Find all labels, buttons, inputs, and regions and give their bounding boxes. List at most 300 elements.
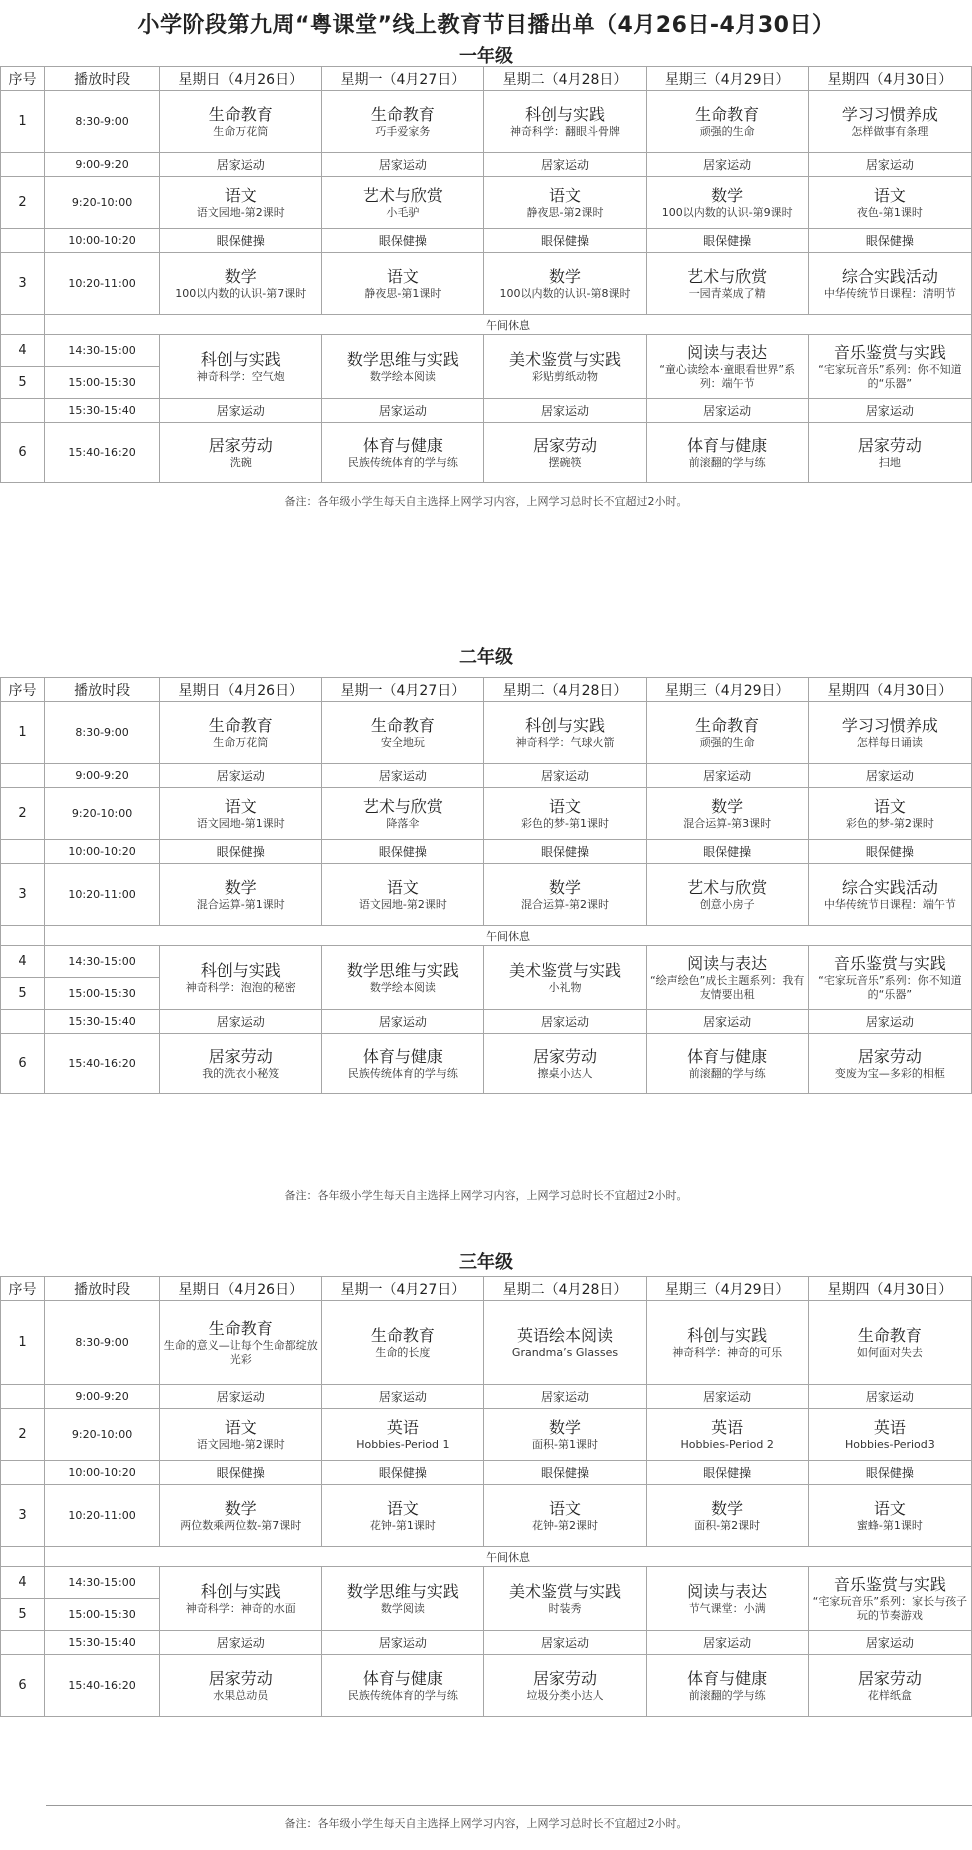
column-header: 星期三（4月29日） xyxy=(646,1277,808,1301)
seq-cell xyxy=(1,399,45,423)
column-header: 星期一（4月27日） xyxy=(322,67,484,91)
subject-name: 生命教育 xyxy=(695,104,760,124)
lesson-topic: 安全地玩 xyxy=(380,735,425,749)
subject-name: 居家劳动 xyxy=(857,1668,922,1688)
period-number: 3 xyxy=(1,864,45,926)
subject-name: 阅读与表达 xyxy=(687,1581,768,1601)
lesson-topic: 如何面对失去 xyxy=(856,1345,923,1359)
subject-name: 阅读与表达 xyxy=(687,953,768,973)
subject-name: 阅读与表达 xyxy=(687,342,768,362)
lesson-topic: Grandma’s Glasses xyxy=(511,1345,619,1359)
class-cell xyxy=(808,91,971,153)
seq-cell xyxy=(1,315,45,335)
subject-name: 数学 xyxy=(224,877,257,897)
class-cell xyxy=(160,1567,322,1631)
time-slot: 15:00-15:30 xyxy=(45,1599,160,1631)
class-cell xyxy=(160,1301,322,1385)
class-cell xyxy=(322,253,484,315)
subject-name: 体育与健康 xyxy=(687,1046,768,1066)
class-cell xyxy=(160,702,322,764)
class-cell xyxy=(484,1034,646,1094)
class-cell xyxy=(646,1034,808,1094)
lesson-topic: 民族传统体育的学与练 xyxy=(347,1066,458,1080)
class-cell xyxy=(808,1409,971,1461)
period-row xyxy=(1,1655,972,1717)
class-cell xyxy=(160,1485,322,1547)
lunch-row xyxy=(1,315,972,335)
time-slot: 9:00-9:20 xyxy=(45,764,160,788)
subject-name: 数学 xyxy=(224,266,257,286)
lesson-topic: 花钟-第1课时 xyxy=(369,1518,436,1532)
activity-cell: 居家运动 xyxy=(484,1385,646,1409)
column-header: 播放时段 xyxy=(45,678,160,702)
period-number: 2 xyxy=(1,1409,45,1461)
class-cell xyxy=(160,253,322,315)
break-row xyxy=(1,1385,972,1409)
lunch-row xyxy=(1,926,972,946)
seq-cell xyxy=(1,926,45,946)
page-title: 小学阶段第九周“粤课堂”线上教育节目播出单（4月26日-4月30日） xyxy=(137,13,835,38)
subject-name: 居家劳动 xyxy=(857,435,922,455)
lesson-topic: 小毛驴 xyxy=(386,205,420,219)
class-cell xyxy=(160,788,322,840)
note-text: 备注：各年级小学生每天自主选择上网学习内容，上网学习总时长不宜超过2小时。 xyxy=(284,495,688,508)
column-header: 序号 xyxy=(1,1277,45,1301)
class-cell xyxy=(160,1034,322,1094)
class-cell xyxy=(322,788,484,840)
activity-cell: 眼保健操 xyxy=(646,229,808,253)
time-slot: 15:40-16:20 xyxy=(45,1655,160,1717)
class-cell xyxy=(646,1409,808,1461)
class-cell xyxy=(808,1485,971,1547)
activity-cell: 居家运动 xyxy=(160,153,322,177)
class-cell xyxy=(808,335,971,399)
time-slot: 14:30-15:00 xyxy=(45,946,160,978)
class-cell xyxy=(322,702,484,764)
seq-cell xyxy=(1,840,45,864)
activity-cell: 居家运动 xyxy=(646,764,808,788)
time-slot: 10:00-10:20 xyxy=(45,840,160,864)
activity-cell: 居家运动 xyxy=(322,153,484,177)
column-header: 播放时段 xyxy=(45,1277,160,1301)
lesson-topic: 静夜思-第1课时 xyxy=(364,286,442,300)
period-number: 6 xyxy=(1,423,45,483)
subject-name: 艺术与欣赏 xyxy=(362,185,443,205)
class-cell xyxy=(160,1655,322,1717)
lesson-topic: 神奇科学：泡泡的秘密 xyxy=(185,980,296,994)
period-number: 3 xyxy=(1,253,45,315)
lesson-topic: 花样纸盒 xyxy=(867,1688,912,1702)
activity-cell: 眼保健操 xyxy=(322,1461,484,1485)
subject-name: 居家劳动 xyxy=(533,1046,598,1066)
class-cell xyxy=(646,1301,808,1385)
subject-name: 综合实践活动 xyxy=(841,877,938,897)
class-cell xyxy=(646,1485,808,1547)
activity-cell: 居家运动 xyxy=(160,1631,322,1655)
subject-name: 语文 xyxy=(224,185,257,205)
period-row xyxy=(1,1034,972,1094)
time-slot: 9:20-10:00 xyxy=(45,788,160,840)
lesson-topic: 面积-第2课时 xyxy=(694,1518,761,1532)
class-cell xyxy=(484,1301,646,1385)
seq-cell xyxy=(1,153,45,177)
period-number: 2 xyxy=(1,177,45,229)
subject-name: 数学思维与实践 xyxy=(346,960,459,980)
subject-name: 科创与实践 xyxy=(200,349,281,369)
subject-name: 科创与实践 xyxy=(200,1581,281,1601)
subject-name: 体育与健康 xyxy=(687,1668,768,1688)
class-cell xyxy=(322,1301,484,1385)
subject-name: 美术鉴赏与实践 xyxy=(509,1581,622,1601)
subject-name: 美术鉴赏与实践 xyxy=(509,349,622,369)
lesson-topic: 语文园地-第2课时 xyxy=(358,897,447,911)
grade-heading: 二年级 xyxy=(459,647,513,668)
lesson-topic: 两位数乘两位数-第7课时 xyxy=(180,1518,302,1532)
column-header: 星期日（4月26日） xyxy=(160,678,322,702)
lesson-topic: 生命万花筒 xyxy=(213,124,269,138)
subject-name: 数学思维与实践 xyxy=(346,1581,459,1601)
activity-cell: 居家运动 xyxy=(484,1631,646,1655)
activity-cell: 居家运动 xyxy=(160,399,322,423)
subject-name: 语文 xyxy=(873,185,906,205)
class-cell xyxy=(484,1409,646,1461)
lesson-topic: 混合运算-第3课时 xyxy=(683,816,772,830)
activity-cell: 眼保健操 xyxy=(160,840,322,864)
class-cell xyxy=(808,864,971,926)
time-slot: 9:00-9:20 xyxy=(45,153,160,177)
activity-cell: 眼保健操 xyxy=(322,840,484,864)
subject-name: 体育与健康 xyxy=(687,435,768,455)
lesson-topic: 前滚翻的学与练 xyxy=(688,1688,766,1702)
class-cell xyxy=(646,177,808,229)
subject-name: 语文 xyxy=(873,1498,906,1518)
lesson-topic: 生命的长度 xyxy=(375,1345,431,1359)
lesson-topic: 中华传统节日课程：清明节 xyxy=(823,286,956,300)
subject-name: 语文 xyxy=(549,1498,582,1518)
time-slot: 15:00-15:30 xyxy=(45,978,160,1010)
subject-name: 科创与实践 xyxy=(525,104,606,124)
lesson-topic: 混合运算-第1课时 xyxy=(196,897,285,911)
activity-cell: 居家运动 xyxy=(808,1010,971,1034)
column-header: 星期日（4月26日） xyxy=(160,1277,322,1301)
lunch-break: 午间休息 xyxy=(45,926,972,946)
period-row xyxy=(1,864,972,926)
activity-cell: 居家运动 xyxy=(808,153,971,177)
class-cell xyxy=(646,788,808,840)
subject-name: 音乐鉴赏与实践 xyxy=(833,953,946,973)
lesson-topic: 前滚翻的学与练 xyxy=(688,455,766,469)
column-header: 星期三（4月29日） xyxy=(646,67,808,91)
period-number: 1 xyxy=(1,91,45,153)
lesson-topic: 神奇科学：神奇的可乐 xyxy=(672,1345,783,1359)
period-number: 4 xyxy=(1,946,45,978)
time-slot: 9:20-10:00 xyxy=(45,1409,160,1461)
time-slot: 14:30-15:00 xyxy=(45,1567,160,1599)
lesson-topic: 变废为宝—多彩的相框 xyxy=(834,1066,945,1080)
period-number: 1 xyxy=(1,1301,45,1385)
column-header: 星期二（4月28日） xyxy=(484,67,646,91)
activity-cell: 居家运动 xyxy=(808,1631,971,1655)
class-cell xyxy=(808,1034,971,1094)
period-row xyxy=(1,91,972,153)
class-cell xyxy=(808,702,971,764)
break-row xyxy=(1,1461,972,1485)
class-cell xyxy=(484,702,646,764)
time-slot: 10:20-11:00 xyxy=(45,864,160,926)
lesson-topic: 神奇科学：气球火箭 xyxy=(515,735,615,749)
class-cell xyxy=(484,946,646,1010)
time-slot: 8:30-9:00 xyxy=(45,702,160,764)
period-row xyxy=(1,177,972,229)
lesson-topic: Hobbies-Period 2 xyxy=(680,1437,774,1451)
time-slot: 15:30-15:40 xyxy=(45,1631,160,1655)
time-slot: 10:20-11:00 xyxy=(45,253,160,315)
activity-cell: 眼保健操 xyxy=(808,229,971,253)
subject-name: 音乐鉴赏与实践 xyxy=(833,1574,946,1594)
class-cell xyxy=(160,1409,322,1461)
break-row xyxy=(1,840,972,864)
column-header: 星期二（4月28日） xyxy=(484,678,646,702)
lesson-topic: 100以内数的认识-第9课时 xyxy=(661,205,793,219)
subject-name: 居家劳动 xyxy=(208,435,273,455)
period-number: 5 xyxy=(1,978,45,1010)
activity-cell: 居家运动 xyxy=(646,1010,808,1034)
subject-name: 语文 xyxy=(873,796,906,816)
class-cell xyxy=(808,1567,971,1631)
class-cell xyxy=(160,91,322,153)
lesson-topic: 擦桌小达人 xyxy=(537,1066,593,1080)
lesson-topic: “绘声绘色”成长主题系列：我有友情要出租 xyxy=(649,973,805,1001)
period-row xyxy=(1,335,972,367)
lesson-topic: “童心读绘本·童眼看世界”系列：端午节 xyxy=(659,362,796,390)
period-row xyxy=(1,788,972,840)
seq-cell xyxy=(1,1547,45,1567)
subject-name: 语文 xyxy=(386,877,419,897)
seq-cell xyxy=(1,1010,45,1034)
class-cell xyxy=(484,788,646,840)
activity-cell: 居家运动 xyxy=(322,1010,484,1034)
class-cell xyxy=(808,423,971,483)
subject-name: 居家劳动 xyxy=(208,1046,273,1066)
lesson-topic: 民族传统体育的学与练 xyxy=(347,455,458,469)
subject-name: 语文 xyxy=(386,1498,419,1518)
class-cell xyxy=(322,335,484,399)
class-cell xyxy=(646,1567,808,1631)
activity-cell: 眼保健操 xyxy=(160,229,322,253)
subject-name: 英语 xyxy=(386,1417,419,1437)
class-cell xyxy=(160,864,322,926)
subject-name: 生命教育 xyxy=(370,104,435,124)
time-slot: 15:30-15:40 xyxy=(45,1010,160,1034)
class-cell xyxy=(808,788,971,840)
class-cell xyxy=(160,177,322,229)
class-cell xyxy=(646,91,808,153)
header-row xyxy=(1,67,972,91)
subject-name: 生命教育 xyxy=(370,715,435,735)
subject-name: 艺术与欣赏 xyxy=(362,796,443,816)
lesson-topic: “宅家玩音乐”系列：家长与孩子玩的节奏游戏 xyxy=(812,1594,968,1622)
period-number: 6 xyxy=(1,1655,45,1717)
class-cell xyxy=(808,1301,971,1385)
subject-name: 科创与实践 xyxy=(200,960,281,980)
lesson-topic: 数学绘本阅读 xyxy=(369,369,436,383)
period-row xyxy=(1,1485,972,1547)
activity-cell: 眼保健操 xyxy=(322,229,484,253)
subject-name: 生命教育 xyxy=(208,715,273,735)
subject-name: 美术鉴赏与实践 xyxy=(509,960,622,980)
seq-cell xyxy=(1,229,45,253)
activity-cell: 居家运动 xyxy=(808,764,971,788)
subject-name: 学习习惯养成 xyxy=(841,104,938,124)
class-cell xyxy=(646,423,808,483)
class-cell xyxy=(484,177,646,229)
column-header: 星期二（4月28日） xyxy=(484,1277,646,1301)
lesson-topic: 洗碗 xyxy=(229,455,252,469)
class-cell xyxy=(484,91,646,153)
lesson-topic: 巧手爱家务 xyxy=(375,124,431,138)
note-divider xyxy=(46,1805,972,1806)
subject-name: 艺术与欣赏 xyxy=(687,266,768,286)
lesson-topic: 怎样每日诵读 xyxy=(856,735,923,749)
lesson-topic: 降落伞 xyxy=(386,816,420,830)
class-cell xyxy=(322,423,484,483)
lesson-topic: 水果总动员 xyxy=(213,1688,269,1702)
schedule-table xyxy=(0,1276,972,1717)
lesson-topic: 民族传统体育的学与练 xyxy=(347,1688,458,1702)
lesson-topic: 面积-第1课时 xyxy=(532,1437,599,1451)
time-slot: 15:30-15:40 xyxy=(45,399,160,423)
time-slot: 15:40-16:20 xyxy=(45,423,160,483)
class-cell xyxy=(646,864,808,926)
period-number: 5 xyxy=(1,367,45,399)
column-header: 星期一（4月27日） xyxy=(322,678,484,702)
lesson-topic: Hobbies-Period3 xyxy=(844,1437,935,1451)
subject-name: 英语 xyxy=(711,1417,744,1437)
lesson-topic: 垃圾分类小达人 xyxy=(526,1688,604,1702)
class-cell xyxy=(160,335,322,399)
time-slot: 9:20-10:00 xyxy=(45,177,160,229)
time-slot: 15:40-16:20 xyxy=(45,1034,160,1094)
class-cell xyxy=(646,335,808,399)
break-row xyxy=(1,764,972,788)
lesson-topic: 花钟-第2课时 xyxy=(532,1518,599,1532)
activity-cell: 居家运动 xyxy=(160,1010,322,1034)
class-cell xyxy=(808,253,971,315)
activity-cell: 居家运动 xyxy=(646,153,808,177)
class-cell xyxy=(646,1655,808,1717)
time-slot: 15:00-15:30 xyxy=(45,367,160,399)
lesson-topic: 生命万花筒 xyxy=(213,735,269,749)
subject-name: 数学 xyxy=(549,1417,582,1437)
activity-cell: 居家运动 xyxy=(646,1385,808,1409)
lesson-topic: Hobbies-Period 1 xyxy=(356,1437,450,1451)
break-row xyxy=(1,153,972,177)
activity-cell: 眼保健操 xyxy=(808,840,971,864)
time-slot: 10:20-11:00 xyxy=(45,1485,160,1547)
lesson-topic: 时装秀 xyxy=(548,1601,582,1615)
note-text: 备注：各年级小学生每天自主选择上网学习内容，上网学习总时长不宜超过2小时。 xyxy=(284,1817,688,1830)
lesson-topic: 扫地 xyxy=(878,455,901,469)
time-slot: 10:00-10:20 xyxy=(45,1461,160,1485)
subject-name: 语文 xyxy=(386,266,419,286)
class-cell xyxy=(160,423,322,483)
schedule-table xyxy=(0,677,972,1094)
lesson-topic: 数学阅读 xyxy=(380,1601,425,1615)
lesson-topic: 节气课堂：小满 xyxy=(688,1601,766,1615)
period-number: 5 xyxy=(1,1599,45,1631)
subject-name: 科创与实践 xyxy=(687,1325,768,1345)
activity-cell: 居家运动 xyxy=(484,764,646,788)
period-number: 4 xyxy=(1,1567,45,1599)
lesson-topic: 彩贴剪纸动物 xyxy=(532,369,599,383)
lesson-topic: 顽强的生命 xyxy=(699,735,755,749)
break-row xyxy=(1,399,972,423)
lesson-topic: 神奇科学：空气炮 xyxy=(196,369,285,383)
class-cell xyxy=(484,335,646,399)
class-cell xyxy=(484,1655,646,1717)
header-row xyxy=(1,678,972,702)
period-number: 1 xyxy=(1,702,45,764)
lesson-topic: 生命的意义—让每个生命都绽放光彩 xyxy=(163,1338,318,1366)
time-slot: 14:30-15:00 xyxy=(45,335,160,367)
period-number: 4 xyxy=(1,335,45,367)
subject-name: 语文 xyxy=(549,185,582,205)
column-header: 星期日（4月26日） xyxy=(160,67,322,91)
class-cell xyxy=(322,1655,484,1717)
lesson-topic: 摆碗筷 xyxy=(548,455,582,469)
lesson-topic: 中华传统节日课程：端午节 xyxy=(823,897,956,911)
activity-cell: 居家运动 xyxy=(808,399,971,423)
lesson-topic: 语文园地-第2课时 xyxy=(196,205,285,219)
activity-cell: 眼保健操 xyxy=(808,1461,971,1485)
lesson-topic: “宅家玩音乐”系列：你不知道的“乐器” xyxy=(818,973,962,1001)
class-cell xyxy=(808,177,971,229)
period-row xyxy=(1,946,972,978)
lesson-topic: 混合运算-第2课时 xyxy=(521,897,610,911)
lesson-topic: 数学绘本阅读 xyxy=(369,980,436,994)
subject-name: 数学 xyxy=(224,1498,257,1518)
subject-name: 生命教育 xyxy=(208,104,273,124)
time-slot: 8:30-9:00 xyxy=(45,91,160,153)
activity-cell: 眼保健操 xyxy=(160,1461,322,1485)
subject-name: 体育与健康 xyxy=(362,1668,443,1688)
class-cell xyxy=(322,91,484,153)
column-header: 星期一（4月27日） xyxy=(322,1277,484,1301)
activity-cell: 居家运动 xyxy=(322,1631,484,1655)
activity-cell: 居家运动 xyxy=(484,399,646,423)
subject-name: 居家劳动 xyxy=(857,1046,922,1066)
period-row xyxy=(1,1567,972,1599)
class-cell xyxy=(646,253,808,315)
lunch-row xyxy=(1,1547,972,1567)
subject-name: 数学 xyxy=(711,1498,744,1518)
column-header: 星期四（4月30日） xyxy=(808,1277,971,1301)
class-cell xyxy=(484,1567,646,1631)
lesson-topic: 语文园地-第1课时 xyxy=(196,816,285,830)
activity-cell: 眼保健操 xyxy=(484,1461,646,1485)
class-cell xyxy=(484,423,646,483)
lesson-topic: 语文园地-第2课时 xyxy=(196,1437,285,1451)
subject-name: 生命教育 xyxy=(370,1325,435,1345)
activity-cell: 眼保健操 xyxy=(646,840,808,864)
activity-cell: 居家运动 xyxy=(322,399,484,423)
time-slot: 9:00-9:20 xyxy=(45,1385,160,1409)
seq-cell xyxy=(1,1631,45,1655)
activity-cell: 居家运动 xyxy=(160,764,322,788)
column-header: 星期四（4月30日） xyxy=(808,678,971,702)
class-cell xyxy=(484,253,646,315)
activity-cell: 居家运动 xyxy=(160,1385,322,1409)
